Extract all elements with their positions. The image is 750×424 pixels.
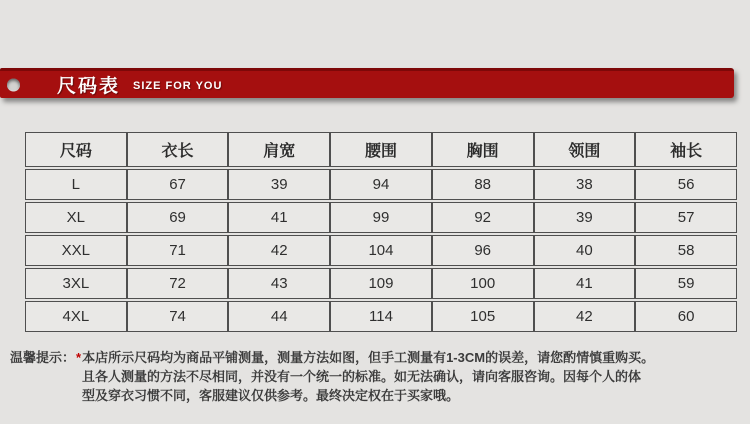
measurement-cell: 94 — [330, 169, 432, 200]
measurement-cell: 109 — [330, 268, 432, 299]
measurement-cell: 60 — [635, 301, 737, 332]
measurement-cell: 42 — [534, 301, 636, 332]
size-chart-header-bar — [0, 68, 734, 98]
notice-text-1: 本店所示尺码均为商品平铺测量，测量方法如图，但手工测量有1-3CM的误差，请您酌情慎重购买。 — [82, 350, 655, 365]
measurement-cell: 39 — [534, 202, 636, 233]
measurement-cell: 67 — [127, 169, 229, 200]
measurement-cell: 114 — [330, 301, 432, 332]
measurement-cell: 74 — [127, 301, 229, 332]
size-label-cell: XXL — [25, 235, 127, 266]
table-header-cell: 胸围 — [432, 132, 534, 167]
size-label-cell: L — [25, 169, 127, 200]
notice-line-2: 且各人测量的方法不尽相同，并没有一个统一的标准。如无法确认，请向客服咨询。因每个人的体 — [82, 369, 642, 384]
section-title: 尺码表 — [57, 76, 121, 97]
measurement-cell: 39 — [228, 169, 330, 200]
measurement-cell: 99 — [330, 202, 432, 233]
measurement-cell: 105 — [432, 301, 534, 332]
measurement-cell: 57 — [635, 202, 737, 233]
measurement-cell: 88 — [432, 169, 534, 200]
table-row — [25, 301, 737, 332]
section-subtitle: SIZE FOR YOU — [133, 80, 223, 92]
measurement-cell: 58 — [635, 235, 737, 266]
table-row — [25, 268, 737, 299]
size-label-cell: 3XL — [25, 268, 127, 299]
size-table — [25, 130, 737, 334]
table-header-row — [25, 132, 737, 167]
table-header-cell: 领围 — [534, 132, 636, 167]
measurement-cell: 71 — [127, 235, 229, 266]
measurement-cell: 56 — [635, 169, 737, 200]
measurement-cell: 38 — [534, 169, 636, 200]
warm-tip-notice — [10, 348, 740, 405]
measurement-cell: 43 — [228, 268, 330, 299]
measurement-cell: 59 — [635, 268, 737, 299]
measurement-cell: 44 — [228, 301, 330, 332]
measurement-cell: 40 — [534, 235, 636, 266]
table-row — [25, 202, 737, 233]
table-header-cell: 肩宽 — [228, 132, 330, 167]
measurement-cell: 100 — [432, 268, 534, 299]
required-asterisk: * — [76, 350, 82, 365]
measurement-cell: 104 — [330, 235, 432, 266]
measurement-cell: 41 — [228, 202, 330, 233]
size-table-head — [25, 132, 737, 167]
measurement-cell: 72 — [127, 268, 229, 299]
table-header-cell: 袖长 — [635, 132, 737, 167]
punch-hole-icon — [7, 78, 20, 91]
notice-label: 温馨提示： — [10, 350, 76, 365]
measurement-cell: 69 — [127, 202, 229, 233]
measurement-cell: 41 — [534, 268, 636, 299]
measurement-cell: 96 — [432, 235, 534, 266]
measurement-cell: 42 — [228, 235, 330, 266]
table-header-cell: 尺码 — [25, 132, 127, 167]
notice-line-3: 型及穿衣习惯不同，客服建议仅供参考。最终决定权在于买家哦。 — [82, 388, 460, 403]
size-table-body — [25, 169, 737, 332]
size-label-cell: XL — [25, 202, 127, 233]
notice-line-1 — [10, 348, 740, 367]
table-row — [25, 235, 737, 266]
table-header-cell: 腰围 — [330, 132, 432, 167]
table-row — [25, 169, 737, 200]
size-label-cell: 4XL — [25, 301, 127, 332]
table-header-cell: 衣长 — [127, 132, 229, 167]
measurement-cell: 92 — [432, 202, 534, 233]
